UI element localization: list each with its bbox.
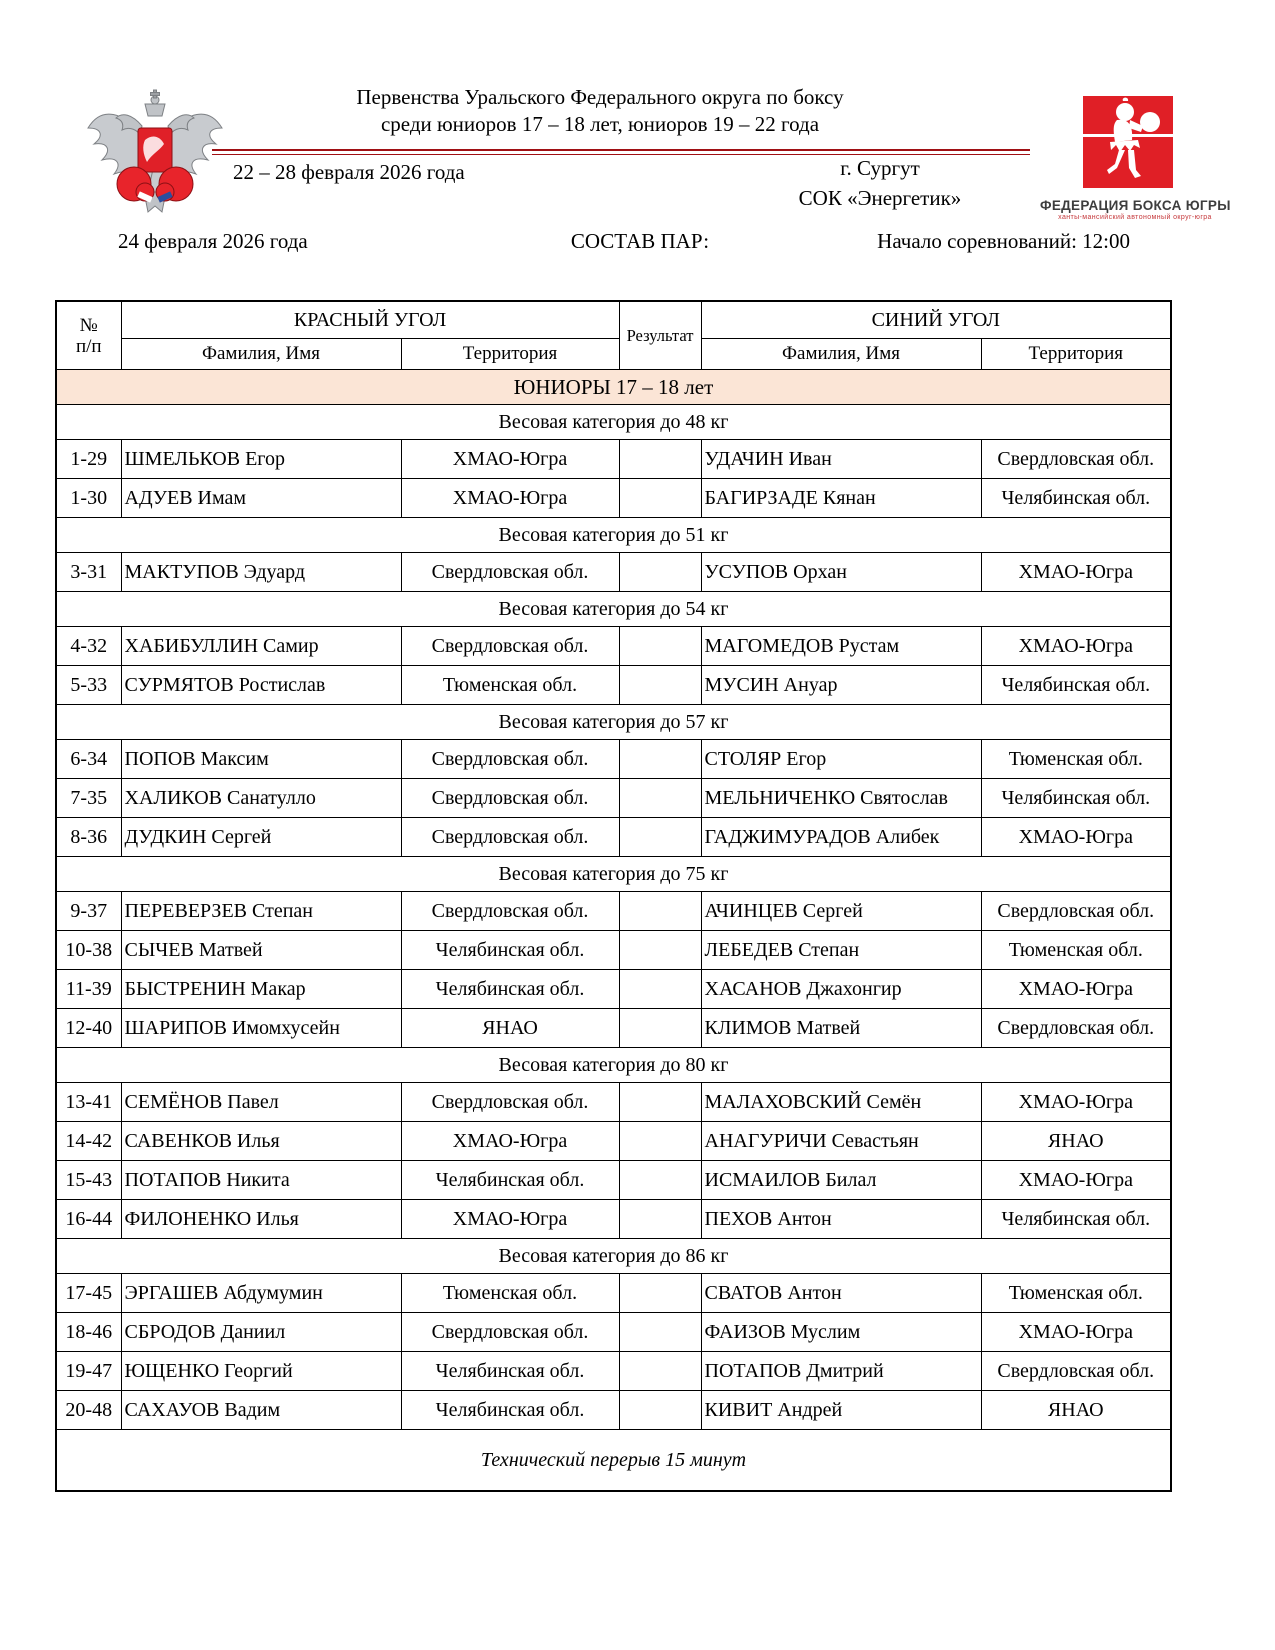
- blue-territory-cell: Свердловская обл.: [981, 1352, 1171, 1391]
- red-territory-cell: Челябинская обл.: [401, 970, 619, 1009]
- red-territory-cell: Челябинская обл.: [401, 1161, 619, 1200]
- federation-logo-subcaption: ханты-мансийский автономный округ-югра: [1058, 214, 1212, 221]
- blue-name-cell: МАГОМЕДОВ Рустам: [701, 627, 981, 666]
- result-cell: [619, 931, 701, 970]
- blue-name-cell: МУСИН Ануар: [701, 666, 981, 705]
- weight-category-row: [56, 1239, 1171, 1274]
- blue-name-cell: СТОЛЯР Егор: [701, 740, 981, 779]
- blue-territory-cell: Тюменская обл.: [981, 931, 1171, 970]
- bout-number: 17-45: [56, 1274, 121, 1313]
- red-territory-cell: Тюменская обл.: [401, 1274, 619, 1313]
- weight-category-label: Весовая категория до 48 кг: [56, 405, 1171, 440]
- pairs-table-body: [56, 370, 1171, 1492]
- blue-name-cell: ГАДЖИМУРАДОВ Алибек: [701, 818, 981, 857]
- blue-territory-cell: Тюменская обл.: [981, 740, 1171, 779]
- bout-row: [56, 779, 1171, 818]
- red-name-cell: СЕМЁНОВ Павел: [121, 1083, 401, 1122]
- result-cell: [619, 1313, 701, 1352]
- blue-name-cell: УДАЧИН Иван: [701, 440, 981, 479]
- red-name-cell: БЫСТРЕНИН Макар: [121, 970, 401, 1009]
- blue-name-cell: ЛЕБЕДЕВ Степан: [701, 931, 981, 970]
- blue-territory-cell: Челябинская обл.: [981, 779, 1171, 818]
- event-place: [790, 153, 970, 213]
- bout-number: 20-48: [56, 1391, 121, 1430]
- red-name-cell: ФИЛОНЕНКО Илья: [121, 1200, 401, 1239]
- red-name-cell: ПЕРЕВЕРЗЕВ Степан: [121, 892, 401, 931]
- bout-number: 9-37: [56, 892, 121, 931]
- bout-row: [56, 666, 1171, 705]
- weight-category-row: [56, 857, 1171, 892]
- blue-name-cell: СВАТОВ Антон: [701, 1274, 981, 1313]
- blue-territory-cell: ХМАО-Югра: [981, 1313, 1171, 1352]
- bout-number: 12-40: [56, 1009, 121, 1048]
- blue-name-cell: ФАИЗОВ Муслим: [701, 1313, 981, 1352]
- age-group-band: ЮНИОРЫ 17 – 18 лет: [56, 370, 1171, 405]
- result-cell: [619, 970, 701, 1009]
- event-title-line2: среди юниоров 17 – 18 лет, юниоров 19 – 22 года: [380, 112, 820, 136]
- weight-category-row: [56, 705, 1171, 740]
- weight-category-row: [56, 592, 1171, 627]
- blue-name-cell: ИСМАИЛОВ Билал: [701, 1161, 981, 1200]
- red-territory-cell: Свердловская обл.: [401, 1083, 619, 1122]
- column-header-result: Результат: [619, 301, 701, 370]
- red-name-cell: АДУЕВ Имам: [121, 479, 401, 518]
- red-name-cell: СЫЧЕВ Матвей: [121, 931, 401, 970]
- event-dates: 22 – 28 февраля 2026 года: [233, 160, 465, 184]
- blue-territory-cell: Свердловская обл.: [981, 1009, 1171, 1048]
- bout-number: 1-29: [56, 440, 121, 479]
- age-group-band-row: [56, 370, 1171, 405]
- weight-category-row: [56, 1048, 1171, 1083]
- red-territory-cell: ХМАО-Югра: [401, 479, 619, 518]
- blue-name-cell: КЛИМОВ Матвей: [701, 1009, 981, 1048]
- bout-number: 15-43: [56, 1161, 121, 1200]
- federation-logo-caption: ФЕДЕРАЦИЯ БОКСА ЮГРЫ: [1040, 198, 1231, 213]
- number-per-order: п/п: [75, 335, 102, 357]
- blue-name-cell: МАЛАХОВСКИЙ Семён: [701, 1083, 981, 1122]
- bout-row: [56, 1391, 1171, 1430]
- blue-territory-cell: Челябинская обл.: [981, 666, 1171, 705]
- red-territory-cell: Свердловская обл.: [401, 553, 619, 592]
- bout-number: 4-32: [56, 627, 121, 666]
- red-name-cell: ШМЕЛЬКОВ Егор: [121, 440, 401, 479]
- bout-row: [56, 440, 1171, 479]
- red-name-cell: ПОТАПОВ Никита: [121, 1161, 401, 1200]
- result-cell: [619, 1352, 701, 1391]
- red-name-cell: САХАУОВ Вадим: [121, 1391, 401, 1430]
- red-territory-cell: ЯНАО: [401, 1009, 619, 1048]
- column-header-blue-territory: Территория: [981, 339, 1171, 370]
- red-territory-cell: Челябинская обл.: [401, 931, 619, 970]
- bout-row: [56, 1122, 1171, 1161]
- red-name-cell: ХАЛИКОВ Санатулло: [121, 779, 401, 818]
- pairs-list-label: СОСТАВ ПАР:: [570, 229, 710, 253]
- red-territory-cell: Челябинская обл.: [401, 1352, 619, 1391]
- result-cell: [619, 779, 701, 818]
- bout-row: [56, 1274, 1171, 1313]
- result-cell: [619, 892, 701, 931]
- bout-number: 1-30: [56, 479, 121, 518]
- red-name-cell: ДУДКИН Сергей: [121, 818, 401, 857]
- red-name-cell: МАКТУПОВ Эдуард: [121, 553, 401, 592]
- technical-break-label: Технический перерыв 15 минут: [56, 1430, 1171, 1492]
- weight-category-label: Весовая категория до 51 кг: [56, 518, 1171, 553]
- result-cell: [619, 1083, 701, 1122]
- blue-name-cell: КИВИТ Андрей: [701, 1391, 981, 1430]
- bout-row: [56, 1313, 1171, 1352]
- weight-category-label: Весовая категория до 86 кг: [56, 1239, 1171, 1274]
- red-name-cell: ХАБИБУЛЛИН Самир: [121, 627, 401, 666]
- bout-row: [56, 553, 1171, 592]
- result-cell: [619, 1274, 701, 1313]
- red-territory-cell: ХМАО-Югра: [401, 440, 619, 479]
- blue-name-cell: ПЕХОВ Антон: [701, 1200, 981, 1239]
- bout-row: [56, 627, 1171, 666]
- number-sign: №: [79, 314, 98, 336]
- bout-number: 18-46: [56, 1313, 121, 1352]
- red-territory-cell: Свердловская обл.: [401, 627, 619, 666]
- blue-territory-cell: Тюменская обл.: [981, 1274, 1171, 1313]
- column-header-red-territory: Территория: [401, 339, 619, 370]
- boxing-federation-emblem-icon: [82, 88, 228, 222]
- bout-row: [56, 1200, 1171, 1239]
- result-cell: [619, 479, 701, 518]
- bout-row: [56, 931, 1171, 970]
- red-territory-cell: Свердловская обл.: [401, 892, 619, 931]
- yugra-boxing-federation-logo-icon: [1083, 96, 1173, 188]
- weight-category-label: Весовая категория до 80 кг: [56, 1048, 1171, 1083]
- blue-territory-cell: ХМАО-Югра: [981, 1083, 1171, 1122]
- bout-number: 6-34: [56, 740, 121, 779]
- result-cell: [619, 440, 701, 479]
- bout-number: 16-44: [56, 1200, 121, 1239]
- result-cell: [619, 1391, 701, 1430]
- blue-territory-cell: ЯНАО: [981, 1122, 1171, 1161]
- result-cell: [619, 818, 701, 857]
- red-name-cell: ЭРГАШЕВ Абдумумин: [121, 1274, 401, 1313]
- red-territory-cell: ХМАО-Югра: [401, 1200, 619, 1239]
- result-cell: [619, 1122, 701, 1161]
- blue-territory-cell: Челябинская обл.: [981, 479, 1171, 518]
- red-territory-cell: Свердловская обл.: [401, 779, 619, 818]
- bout-row: [56, 892, 1171, 931]
- blue-territory-cell: ХМАО-Югра: [981, 553, 1171, 592]
- bout-row: [56, 1009, 1171, 1048]
- bout-row: [56, 740, 1171, 779]
- weight-category-row: [56, 518, 1171, 553]
- column-header-red-corner: КРАСНЫЙ УГОЛ: [121, 301, 619, 339]
- result-cell: [619, 1009, 701, 1048]
- red-territory-cell: Свердловская обл.: [401, 818, 619, 857]
- blue-name-cell: ХАСАНОВ Джахонгир: [701, 970, 981, 1009]
- bout-row: [56, 1161, 1171, 1200]
- bout-row: [56, 1083, 1171, 1122]
- event-venue: СОК «Энергетик»: [798, 186, 962, 210]
- blue-territory-cell: Свердловская обл.: [981, 440, 1171, 479]
- event-title-line1: Первенства Уральского Федерального округа по боксу: [356, 85, 844, 109]
- column-header-blue-name: Фамилия, Имя: [701, 339, 981, 370]
- bout-number: 10-38: [56, 931, 121, 970]
- blue-name-cell: УСУПОВ Орхан: [701, 553, 981, 592]
- red-territory-cell: Свердловская обл.: [401, 740, 619, 779]
- blue-name-cell: АЧИНЦЕВ Сергей: [701, 892, 981, 931]
- red-territory-cell: Челябинская обл.: [401, 1391, 619, 1430]
- blue-name-cell: МЕЛЬНИЧЕНКО Святослав: [701, 779, 981, 818]
- weight-category-label: Весовая категория до 54 кг: [56, 592, 1171, 627]
- blue-territory-cell: Челябинская обл.: [981, 1200, 1171, 1239]
- blue-territory-cell: ХМАО-Югра: [981, 1161, 1171, 1200]
- red-territory-cell: Тюменская обл.: [401, 666, 619, 705]
- blue-territory-cell: ХМАО-Югра: [981, 818, 1171, 857]
- bout-number: 13-41: [56, 1083, 121, 1122]
- column-header-red-name: Фамилия, Имя: [121, 339, 401, 370]
- bout-number: 11-39: [56, 970, 121, 1009]
- blue-territory-cell: Свердловская обл.: [981, 892, 1171, 931]
- red-name-cell: САВЕНКОВ Илья: [121, 1122, 401, 1161]
- weight-category-label: Весовая категория до 75 кг: [56, 857, 1171, 892]
- result-cell: [619, 740, 701, 779]
- result-cell: [619, 1200, 701, 1239]
- red-territory-cell: ХМАО-Югра: [401, 1122, 619, 1161]
- column-header-number: [56, 301, 121, 370]
- weight-category-row: [56, 405, 1171, 440]
- bout-row: [56, 1352, 1171, 1391]
- blue-name-cell: ПОТАПОВ Дмитрий: [701, 1352, 981, 1391]
- bout-number: 3-31: [56, 553, 121, 592]
- result-cell: [619, 627, 701, 666]
- weight-category-label: Весовая категория до 57 кг: [56, 705, 1171, 740]
- result-cell: [619, 666, 701, 705]
- red-name-cell: ШАРИПОВ Имомхусейн: [121, 1009, 401, 1048]
- event-title: [230, 84, 970, 138]
- red-name-cell: СУРМЯТОВ Ростислав: [121, 666, 401, 705]
- column-header-blue-corner: СИНИЙ УГОЛ: [701, 301, 1171, 339]
- pairs-table: [55, 300, 1172, 1492]
- session-date: 24 февраля 2026 года: [118, 229, 308, 253]
- red-name-cell: ПОПОВ Максим: [121, 740, 401, 779]
- bout-row: [56, 818, 1171, 857]
- bout-number: 14-42: [56, 1122, 121, 1161]
- result-cell: [619, 553, 701, 592]
- start-time: Начало соревнований: 12:00: [877, 229, 1130, 253]
- blue-name-cell: АНАГУРИЧИ Севастьян: [701, 1122, 981, 1161]
- blue-name-cell: БАГИРЗАДЕ Кянан: [701, 479, 981, 518]
- bout-number: 8-36: [56, 818, 121, 857]
- bout-number: 5-33: [56, 666, 121, 705]
- bout-row: [56, 970, 1171, 1009]
- bout-number: 19-47: [56, 1352, 121, 1391]
- blue-territory-cell: ЯНАО: [981, 1391, 1171, 1430]
- red-name-cell: ЮЩЕНКО Георгий: [121, 1352, 401, 1391]
- bout-number: 7-35: [56, 779, 121, 818]
- red-name-cell: СБРОДОВ Даниил: [121, 1313, 401, 1352]
- technical-break-row: [56, 1430, 1171, 1492]
- red-territory-cell: Свердловская обл.: [401, 1313, 619, 1352]
- blue-territory-cell: ХМАО-Югра: [981, 627, 1171, 666]
- event-city: г. Сургут: [840, 156, 920, 180]
- result-cell: [619, 1161, 701, 1200]
- bout-row: [56, 479, 1171, 518]
- blue-territory-cell: ХМАО-Югра: [981, 970, 1171, 1009]
